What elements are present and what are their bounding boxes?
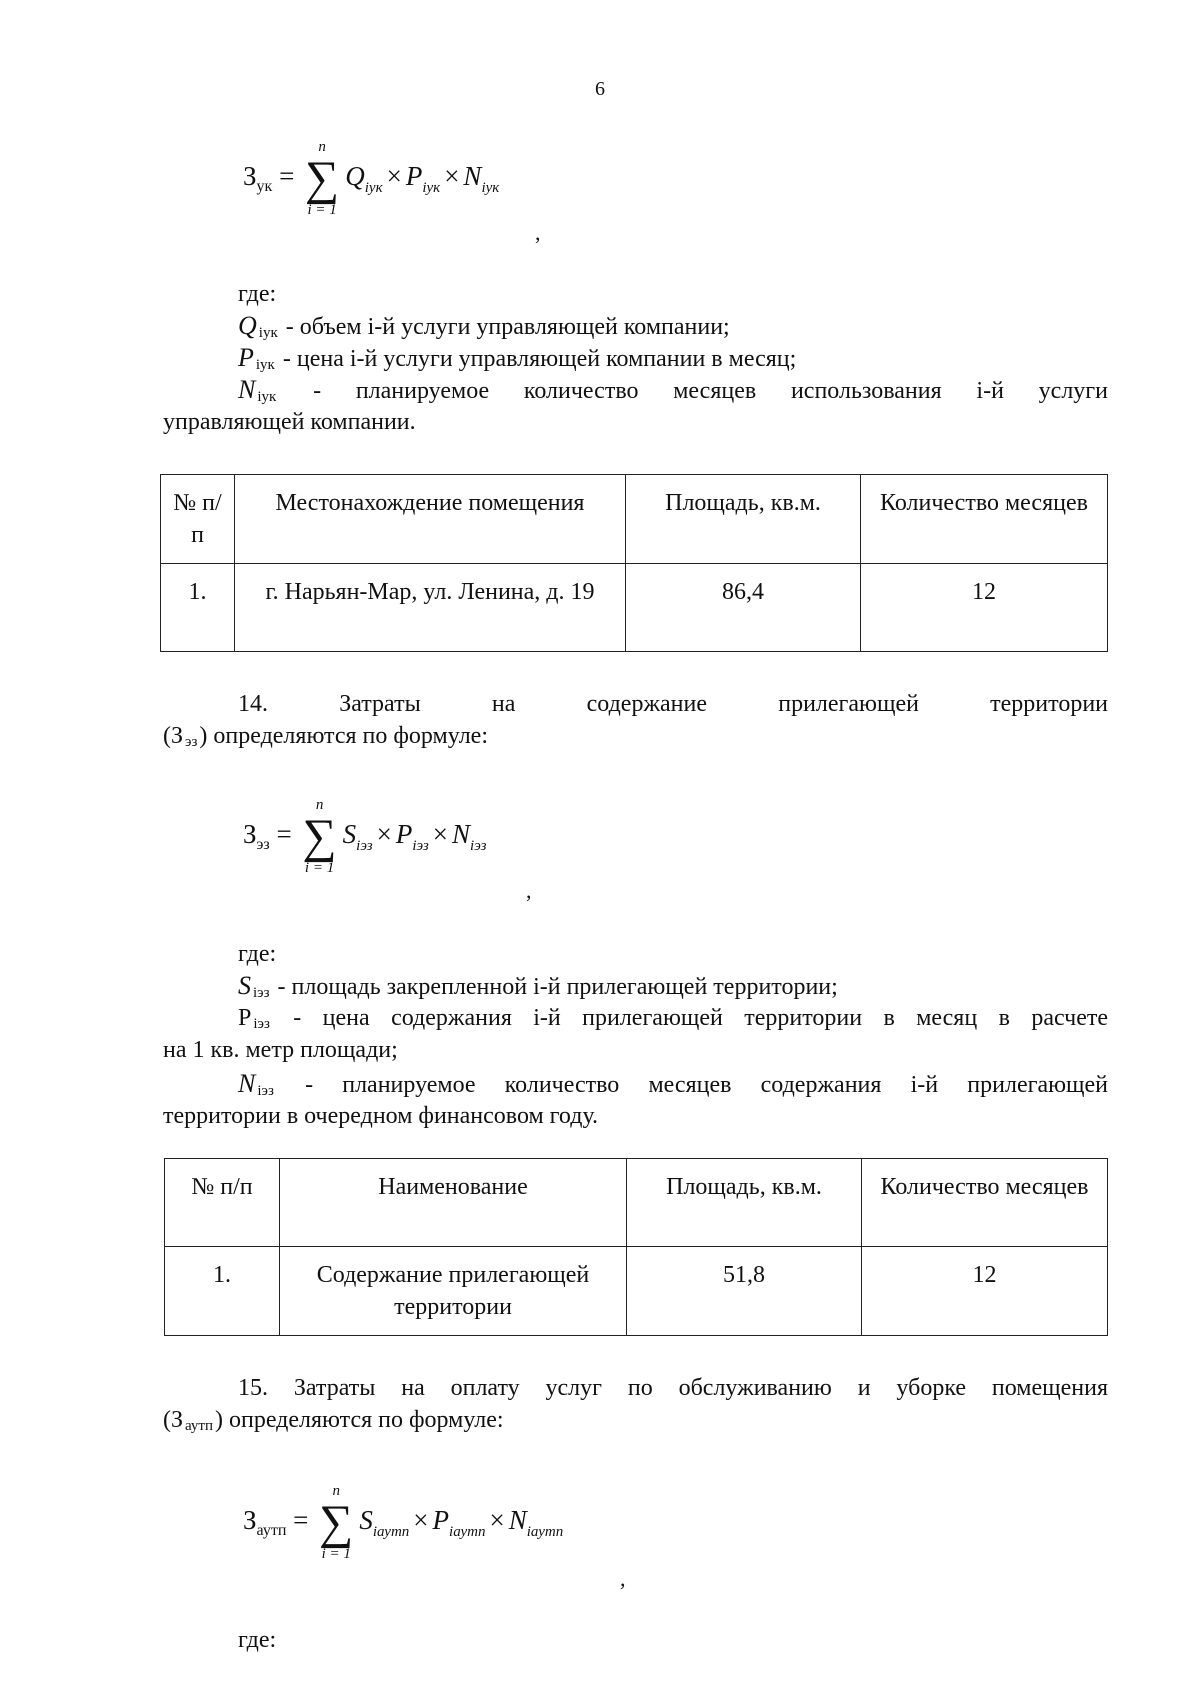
formula-lhs: $З_{ук}$ [243,161,273,196]
cell-months: 12 [861,564,1108,652]
header-name: Наименование [280,1159,627,1247]
definition-q: Q $_{iук}$ - объем i-й услуги управляющей компании; [238,311,730,341]
header-number: № п/п [161,475,235,564]
definition-p-continued: на 1 кв. метр площади; [163,1037,398,1063]
cell-area: 51,8 [627,1247,862,1336]
territory-table [164,1158,1108,1336]
sum-symbol: n ∑ i = 1 [302,797,337,876]
formula-comma: , [620,1566,626,1591]
premises-table [160,474,1108,652]
cell-number: 1. [165,1247,280,1336]
sum-symbol: n ∑ i = 1 [305,139,340,218]
formula-term-s: $S_{iэз}$ [342,819,373,855]
cell-name: Содержание прилегающей территории [280,1247,627,1336]
definition-n: N $_{iук}$ - планируемое количество месяцев использования i-й услуги [238,375,1108,405]
cell-area: 86,4 [626,564,861,652]
formula-lhs: $З_{эз}$ [243,819,270,854]
table-header-row [165,1159,1108,1247]
item-14-continued: (З $_{эз}$) определяются по формуле: [163,723,488,750]
definition-n-continued: территории в очередном финансовом году. [163,1103,599,1129]
formula-lhs: $З_{аутп}$ [243,1505,287,1540]
table-row [161,564,1108,652]
cell-months: 12 [862,1247,1108,1336]
sum-symbol: n ∑ i = 1 [319,1483,354,1562]
formula-term-q: $Q_{iук}$ [345,161,383,197]
page-number: 6 [595,78,605,100]
formula-term-n: $N_{iэз}$ [452,819,487,855]
formula-adjacent-territory: $З_{эз}$ = n ∑ i = 1 $S_{iэз} \times P_{iэз} \times N_{iэз}$ [243,797,487,876]
item-15-continued: (З $_{аутп}$) определяются по формуле: [163,1407,504,1434]
formula-term-p: $P_{iэз}$ [395,819,429,855]
header-number: № п/п [165,1159,280,1247]
cell-number: 1. [161,564,235,652]
header-area: Площадь, кв.м. [626,475,861,564]
header-location: Местонахождение помещения [235,475,626,564]
formula-term-n: $N_{iук}$ [463,161,500,197]
header-months: Количество месяцев [861,475,1108,564]
definition-p: P $_{iук}$ - цена i-й услуги управляющей компании в месяц; [238,343,797,373]
formula-term-p: $P_{iук}$ [405,161,441,197]
header-months: Количество месяцев [862,1159,1108,1247]
table-row [165,1247,1108,1336]
formula-term-p: $P_{iаутп}$ [432,1505,486,1541]
where-label: где: [238,281,277,307]
table-header-row [161,475,1108,564]
definition-s: S $_{iэз}$ - площадь закрепленной i-й прилегающей территории; [238,971,838,1001]
where-label: где: [238,1627,277,1653]
formula-cleaning-services: $З_{аутп}$ = n ∑ i = 1 $S_{iаутп} \times P_{iаутп} \times N_{iаутп}$ [243,1483,564,1562]
formula-comma: , [526,878,532,903]
formula-comma: , [535,220,541,245]
formula-term-s: $S_{iаутп}$ [359,1505,410,1541]
header-area: Площадь, кв.м. [627,1159,862,1247]
formula-management-company: $З_{ук}$ = n ∑ i = 1 $Q_{iук} \times P_{iук} \times N_{iук}$ [243,139,500,218]
item-14-heading: 14. Затраты на содержание прилегающей территории [238,691,1108,717]
definition-n-continued: управляющей компании. [163,409,416,435]
item-15-heading: 15. Затраты на оплату услуг по обслуживанию и уборке помещения [238,1375,1108,1401]
formula-term-n: $N_{iаутп}$ [508,1505,564,1541]
where-label: где: [238,941,277,967]
definition-p: P $_{iэз}$ - цена содержания i-й прилегающей территории в месяц в расчете [238,1005,1109,1032]
cell-location: г. Нарьян-Мар, ул. Ленина, д. 19 [235,564,626,652]
definition-n: N $_{iэз}$ - планируемое количество месяцев содержания i-й прилегающей [238,1069,1109,1099]
